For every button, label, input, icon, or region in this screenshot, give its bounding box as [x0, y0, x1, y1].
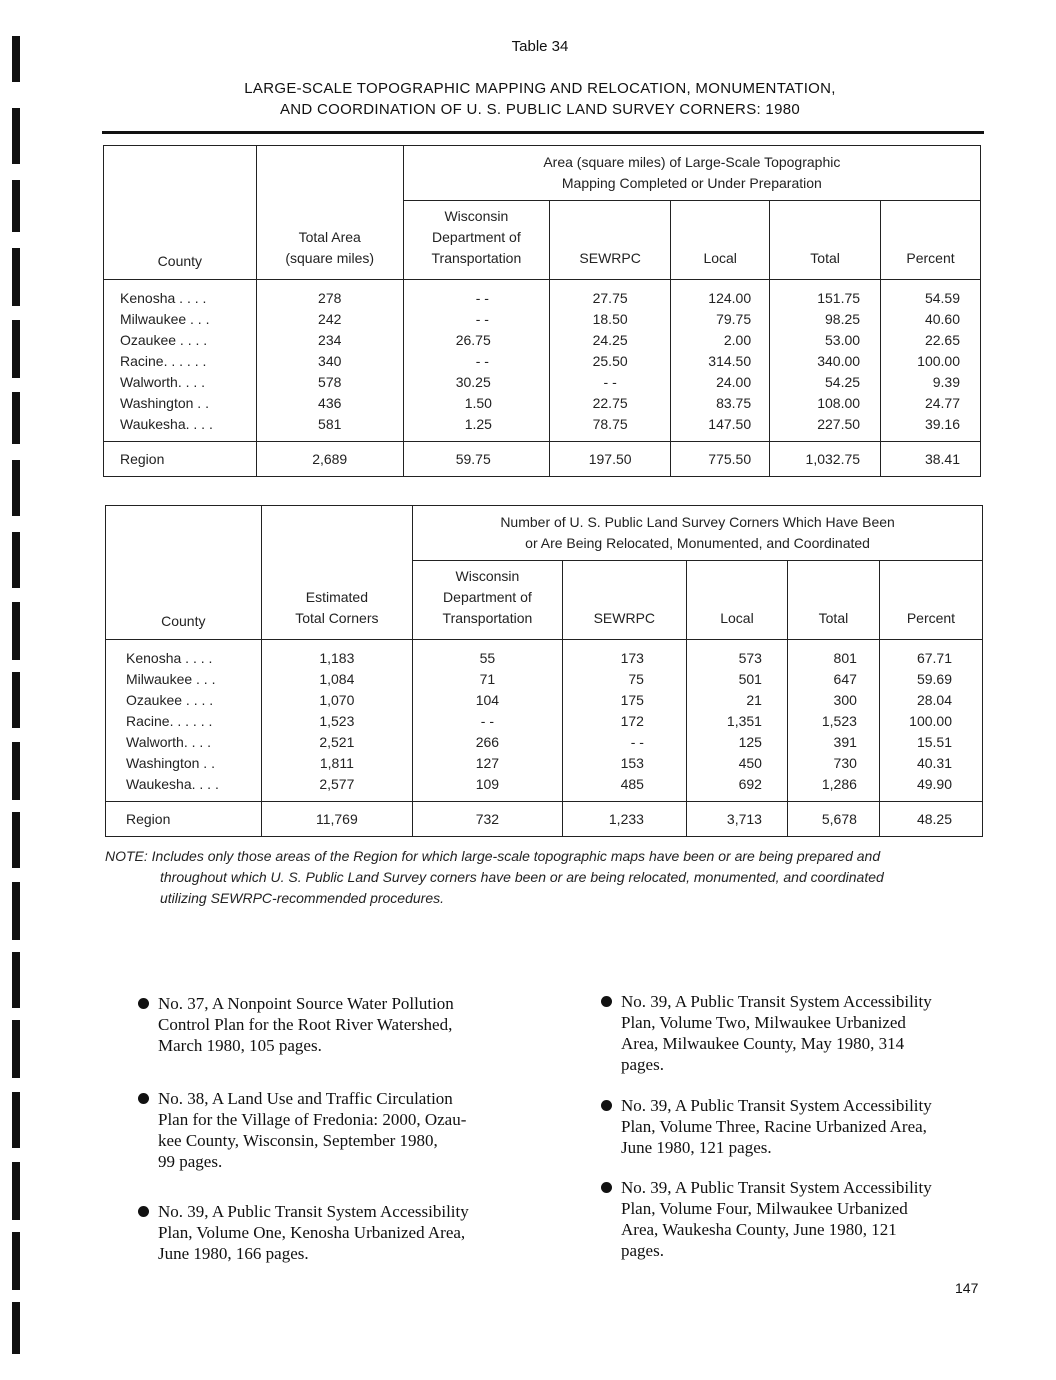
- header-line: Total Corners: [295, 610, 379, 626]
- header-line: Area (square miles) of Large-Scale Topographic: [543, 154, 841, 170]
- value-cell: - -: [475, 353, 489, 369]
- value-cell: 78.75: [592, 416, 628, 432]
- value-cell: 40.31: [916, 755, 952, 771]
- region-value: 59.75: [403, 442, 549, 477]
- region-value: 5,678: [787, 802, 879, 837]
- publication-line: No. 38, A Land Use and Traffic Circulation: [158, 1089, 453, 1108]
- publication-line: No. 39, A Public Transit System Accessibility: [621, 1096, 932, 1115]
- publication-line: No. 39, A Public Transit System Accessibility: [158, 1202, 469, 1221]
- total-area-column: [256, 280, 403, 442]
- value-cell: 24.77: [924, 395, 960, 411]
- header-sewrpc: SEWRPC: [550, 201, 671, 280]
- local-column: [671, 280, 770, 442]
- value-cell: 24.25: [592, 332, 628, 348]
- value-cell: 71: [479, 671, 496, 687]
- topographic-mapping-table: [103, 145, 981, 477]
- value-cell: 173: [620, 650, 644, 666]
- value-cell: 59.69: [916, 671, 952, 687]
- publication-line: Control Plan for the Root River Watershed,: [158, 1015, 453, 1034]
- county-cell: Waukesha. . . .: [120, 416, 213, 432]
- value-cell: 391: [833, 734, 857, 750]
- value-cell: 234: [318, 332, 342, 348]
- header-local: Local: [686, 561, 787, 640]
- header-wisdot: [413, 561, 563, 640]
- header-local: Local: [671, 201, 770, 280]
- region-label: Region: [104, 442, 257, 477]
- value-cell: 100.00: [917, 353, 960, 369]
- header-line: Transportation: [431, 250, 522, 266]
- value-cell: 79.75: [716, 311, 752, 327]
- value-cell: 2.00: [723, 332, 752, 348]
- value-cell: 15.51: [916, 734, 952, 750]
- value-cell: 125: [738, 734, 762, 750]
- county-cell: Kenosha . . . .: [126, 650, 213, 666]
- note-line: utilizing SEWRPC-recommended procedures.: [160, 890, 444, 906]
- value-cell: 2,577: [319, 776, 355, 792]
- header-total-area: [256, 146, 403, 280]
- value-cell: 2,521: [319, 734, 355, 750]
- publication-line: June 1980, 166 pages.: [158, 1244, 309, 1263]
- header-total: Total: [787, 561, 879, 640]
- bullet-icon: [138, 1093, 149, 1104]
- value-cell: 49.90: [916, 776, 952, 792]
- publication-line: June 1980, 121 pages.: [621, 1138, 772, 1157]
- value-cell: 801: [833, 650, 857, 666]
- value-cell: 1.25: [464, 416, 492, 432]
- value-cell: 124.00: [708, 290, 752, 306]
- value-cell: - -: [630, 734, 644, 750]
- value-cell: 175: [620, 692, 644, 708]
- header-line: or Are Being Relocated, Monumented, and Coordinated: [525, 535, 870, 551]
- county-cell: Walworth. . . .: [120, 374, 206, 390]
- value-cell: 100.00: [909, 713, 952, 729]
- value-cell: 104: [475, 692, 500, 708]
- county-cell: Kenosha . . . .: [120, 290, 207, 306]
- value-cell: 40.60: [924, 311, 960, 327]
- value-cell: 147.50: [708, 416, 752, 432]
- wisdot-column: [403, 280, 549, 442]
- region-label: Region: [106, 802, 262, 837]
- page-number: 147: [955, 1280, 979, 1296]
- total-column: [770, 280, 881, 442]
- publication-line: Plan, Volume Four, Milwaukee Urbanized: [621, 1199, 908, 1218]
- table-number: Table 34: [511, 38, 569, 55]
- value-cell: 54.59: [924, 290, 960, 306]
- bullet-icon: [138, 1206, 149, 1217]
- region-value: 1,032.75: [770, 442, 881, 477]
- header-line: Department of: [443, 589, 532, 605]
- estimated-corners-column: [261, 640, 413, 802]
- county-cell: Racine. . . . . .: [120, 353, 207, 369]
- table-note: [105, 846, 995, 909]
- value-cell: 227.50: [817, 416, 861, 432]
- header-total: Total: [770, 201, 881, 280]
- region-value: 3,713: [686, 802, 787, 837]
- percent-column: [881, 280, 981, 442]
- publication-line: Area, Waukesha County, June 1980, 121: [621, 1220, 897, 1239]
- sewrpc-column: [562, 640, 686, 802]
- publication-line: March 1980, 105 pages.: [158, 1036, 322, 1055]
- county-cell: Milwaukee . . .: [120, 311, 210, 327]
- value-cell: 1,286: [821, 776, 857, 792]
- county-column: [104, 280, 257, 442]
- percent-column: [879, 640, 982, 802]
- value-cell: 83.75: [716, 395, 752, 411]
- region-value: 2,689: [256, 442, 403, 477]
- header-county: County: [106, 506, 262, 640]
- value-cell: 1,070: [319, 692, 355, 708]
- header-wisdot: [403, 201, 549, 280]
- value-cell: 1.50: [464, 395, 492, 411]
- region-row: [104, 442, 981, 477]
- header-estimated-corners: [261, 506, 413, 640]
- value-cell: 153: [620, 755, 644, 771]
- publication-line: Area, Milwaukee County, May 1980, 314: [621, 1034, 905, 1053]
- value-cell: 108.00: [817, 395, 861, 411]
- value-cell: 573: [738, 650, 762, 666]
- value-cell: 278: [318, 290, 342, 306]
- value-cell: 127: [475, 755, 500, 771]
- value-cell: 485: [620, 776, 644, 792]
- header-percent: Percent: [879, 561, 982, 640]
- county-cell: Ozaukee . . . .: [120, 332, 208, 348]
- publication-line: No. 37, A Nonpoint Source Water Pollution: [158, 994, 454, 1013]
- value-cell: 340.00: [817, 353, 861, 369]
- region-value: 11,769: [261, 802, 413, 837]
- publication-line: No. 39, A Public Transit System Accessibility: [621, 992, 932, 1011]
- header-county: County: [104, 146, 257, 280]
- table-title: [0, 78, 1056, 120]
- value-cell: 1,084: [319, 671, 355, 687]
- header-line: Number of U. S. Public Land Survey Corners Which Have Been: [500, 514, 895, 530]
- publication-line: pages.: [621, 1241, 664, 1260]
- value-cell: 21: [746, 692, 762, 708]
- header-percent: Percent: [881, 201, 981, 280]
- value-cell: - -: [603, 374, 617, 390]
- value-cell: 98.25: [825, 311, 861, 327]
- value-cell: 75: [628, 671, 644, 687]
- value-cell: 501: [738, 671, 762, 687]
- value-cell: 151.75: [817, 290, 861, 306]
- header-line: Transportation: [442, 610, 533, 626]
- header-line: Department of: [432, 229, 521, 245]
- county-cell: Milwaukee . . .: [126, 671, 216, 687]
- value-cell: 22.75: [592, 395, 628, 411]
- publication-line: Plan, Volume One, Kenosha Urbanized Area,: [158, 1223, 466, 1242]
- value-cell: 730: [833, 755, 857, 771]
- header-line: (square miles): [285, 250, 375, 266]
- value-cell: - -: [475, 311, 489, 327]
- header-line: Mapping Completed or Under Preparation: [561, 175, 822, 191]
- value-cell: 436: [318, 395, 342, 411]
- value-cell: 67.71: [916, 650, 952, 666]
- county-column: [106, 640, 262, 802]
- value-cell: 55: [479, 650, 496, 666]
- header-sewrpc: SEWRPC: [562, 561, 686, 640]
- county-cell: Walworth. . . .: [126, 734, 212, 750]
- header-line: Estimated: [305, 589, 368, 605]
- publication-line: Plan, Volume Two, Milwaukee Urbanized: [621, 1013, 906, 1032]
- value-cell: 1,523: [821, 713, 857, 729]
- value-cell: 24.00: [716, 374, 752, 390]
- title-line: AND COORDINATION OF U. S. PUBLIC LAND SURVEY CORNERS: 1980: [279, 101, 801, 118]
- value-cell: 647: [833, 671, 857, 687]
- value-cell: 266: [475, 734, 500, 750]
- value-cell: 109: [475, 776, 500, 792]
- survey-corners-table: [105, 505, 983, 837]
- region-value: 48.25: [879, 802, 982, 837]
- publication-line: kee County, Wisconsin, September 1980,: [158, 1131, 438, 1150]
- wisdot-column: [413, 640, 563, 802]
- header-area-span: [403, 146, 980, 201]
- bullet-icon: [601, 996, 612, 1007]
- publication-line: 99 pages.: [158, 1152, 223, 1171]
- note-line: throughout which U. S. Public Land Survey corners have been or are being relocated, monumented, and coordinated: [160, 869, 884, 885]
- note-line: NOTE: Includes only those areas of the Region for which large-scale topographic maps have been or are being prepared and: [105, 848, 881, 864]
- table-body: [106, 640, 983, 802]
- value-cell: 581: [318, 416, 342, 432]
- value-cell: - -: [475, 290, 489, 306]
- value-cell: 578: [318, 374, 342, 390]
- value-cell: 54.25: [825, 374, 861, 390]
- bullet-icon: [601, 1100, 612, 1111]
- publication-line: No. 39, A Public Transit System Accessibility: [621, 1178, 932, 1197]
- table-body: [104, 280, 981, 442]
- bullet-icon: [138, 998, 149, 1009]
- value-cell: 172: [620, 713, 644, 729]
- publication-line: Plan for the Village of Fredonia: 2000, Ozau-: [158, 1110, 467, 1129]
- value-cell: 28.04: [916, 692, 952, 708]
- region-value: 38.41: [881, 442, 981, 477]
- region-row: [106, 802, 983, 837]
- header-line: Wisconsin: [455, 568, 520, 584]
- county-cell: Washington . .: [120, 395, 209, 411]
- header-line: Wisconsin: [444, 208, 509, 224]
- header-corners-span: [413, 506, 983, 561]
- binding-marks: [12, 20, 22, 1360]
- value-cell: 340: [318, 353, 342, 369]
- value-cell: 39.16: [924, 416, 960, 432]
- value-cell: 1,183: [319, 650, 355, 666]
- value-cell: 1,811: [319, 755, 354, 771]
- value-cell: 53.00: [825, 332, 861, 348]
- value-cell: 25.50: [592, 353, 628, 369]
- value-cell: 30.25: [455, 374, 491, 390]
- local-column: [686, 640, 787, 802]
- region-value: 732: [413, 802, 563, 837]
- publication-line: Plan, Volume Three, Racine Urbanized Area,: [621, 1117, 927, 1136]
- value-cell: 26.75: [455, 332, 491, 348]
- value-cell: 22.65: [924, 332, 960, 348]
- value-cell: 242: [318, 311, 342, 327]
- county-cell: Washington . .: [126, 755, 215, 771]
- sewrpc-column: [550, 280, 671, 442]
- value-cell: 692: [738, 776, 762, 792]
- value-cell: 9.39: [932, 374, 960, 390]
- bullet-icon: [601, 1182, 612, 1193]
- publications-right-column: [601, 991, 1001, 1271]
- header-line: Total Area: [298, 229, 361, 245]
- county-cell: Waukesha. . . .: [126, 776, 219, 792]
- value-cell: 1,351: [726, 713, 762, 729]
- value-cell: 314.50: [708, 353, 752, 369]
- total-column: [787, 640, 879, 802]
- region-value: 1,233: [562, 802, 686, 837]
- region-value: 197.50: [550, 442, 671, 477]
- value-cell: 18.50: [592, 311, 628, 327]
- county-cell: Racine. . . . . .: [126, 713, 213, 729]
- title-rule: [102, 131, 984, 134]
- value-cell: 300: [833, 692, 857, 708]
- region-value: 775.50: [671, 442, 770, 477]
- value-cell: 1,523: [319, 713, 355, 729]
- value-cell: 27.75: [592, 290, 628, 306]
- value-cell: - -: [480, 713, 495, 729]
- county-cell: Ozaukee . . . .: [126, 692, 214, 708]
- title-line: LARGE-SCALE TOPOGRAPHIC MAPPING AND RELOCATION, MONUMENTATION,: [244, 80, 836, 97]
- value-cell: 450: [738, 755, 762, 771]
- publications-left-column: [138, 993, 538, 1273]
- publication-line: pages.: [621, 1055, 664, 1074]
